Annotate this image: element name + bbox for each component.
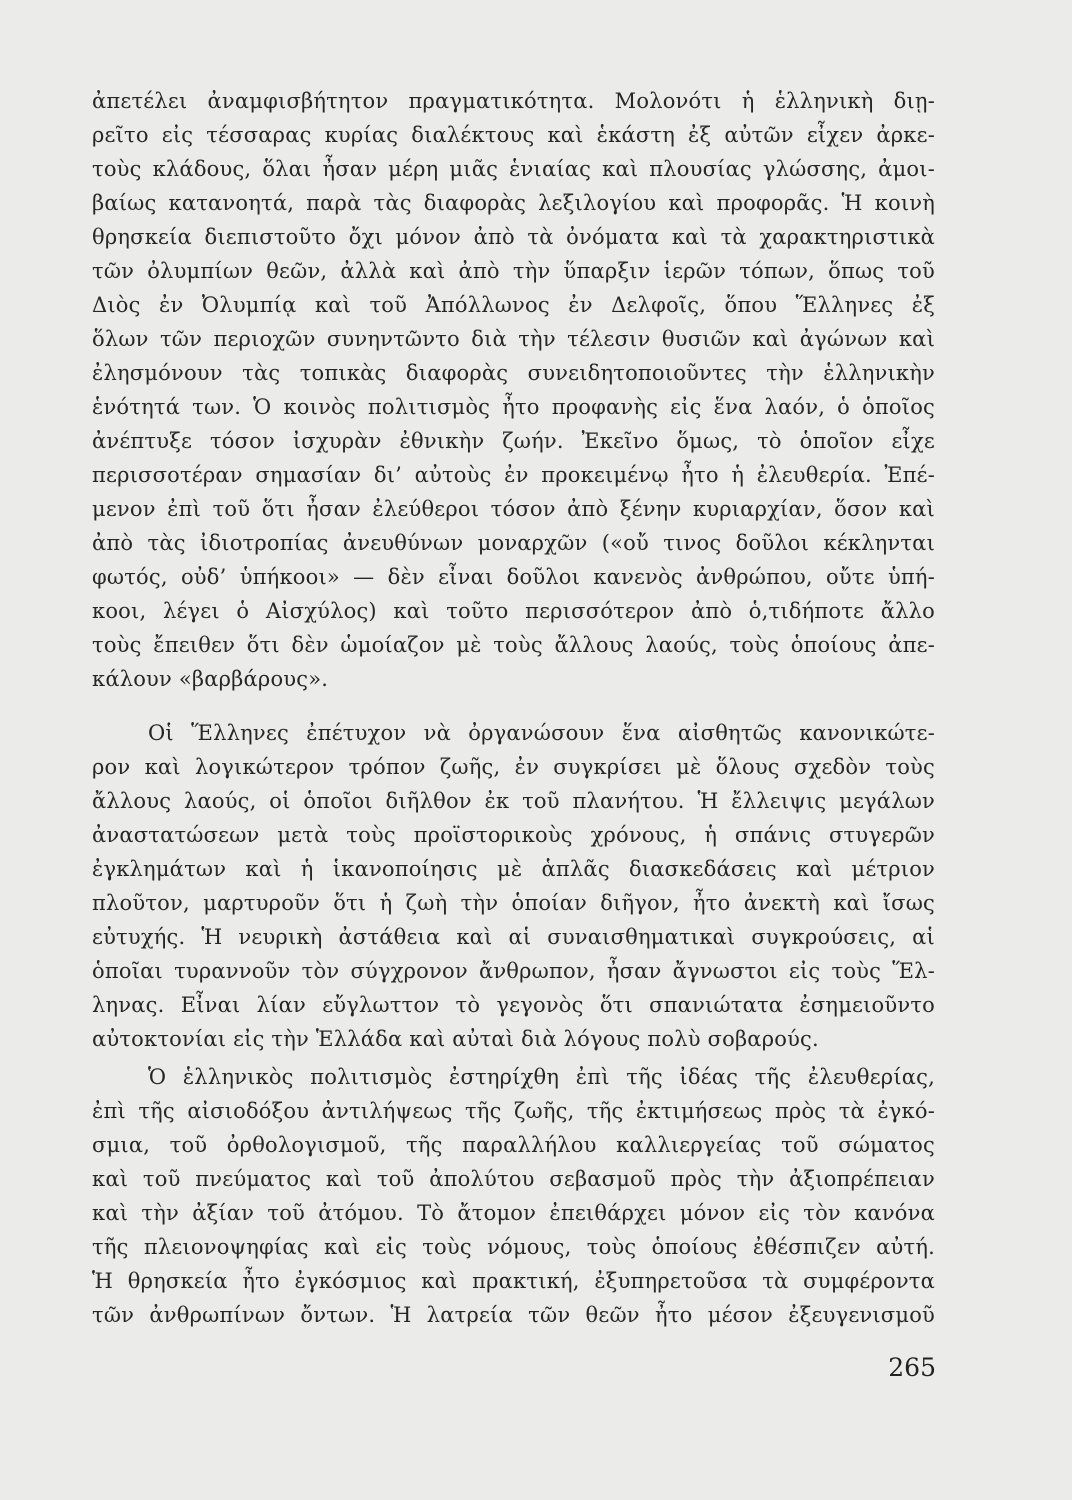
text-line: κοοι, λέγει ὁ Αἰσχύλος) καὶ τοῦτο περισσότερον ἀπὸ ὁ,τιδήποτε ἄλλο <box>92 599 935 623</box>
paragraph-first-line: Οἱ Ἕλληνες ἐπέτυχον νὰ ὀργανώσουν ἕνα αἰσθητῶς κανονικώτε- <box>148 721 935 745</box>
page-number: 265 <box>888 1353 936 1382</box>
text-line: ἀπετέλει ἀναμφισβήτητον πραγματικότητα. Μολονότι ἡ ἑλληνικὴ διῃ- <box>92 89 935 113</box>
text-line: κάλουν «βαρβάρους». <box>92 667 329 691</box>
text-line: βαίως κατανοητά, παρὰ τὰς διαφορὰς λεξιλογίου καὶ προφορᾶς. Ἡ κοινὴ <box>92 191 935 215</box>
text-line: ἄλλους λαούς, οἱ ὁποῖοι διῆλθον ἐκ τοῦ πλανήτου. Ἡ ἔλλειψις μεγάλων <box>92 789 935 813</box>
text-line: αὐτοκτονίαι εἰς τὴν Ἑλλάδα καὶ αὐταὶ διὰ λόγους πολὺ σοβαρούς. <box>92 1027 819 1051</box>
text-line: ἀναστατώσεων μετὰ τοὺς προϊστορικοὺς χρόνους, ἡ σπάνις στυγερῶν <box>92 823 935 847</box>
text-line: ὁποῖαι τυραννοῦν τὸν σύγχρονον ἄνθρωπον, ἦσαν ἄγνωστοι εἰς τοὺς Ἕλ- <box>92 959 935 983</box>
text-line: εὐτυχής. Ἡ νευρικὴ ἀστάθεια καὶ αἱ συναισθηματικαὶ συγκρούσεις, αἱ <box>92 925 935 949</box>
text-line: ἐπὶ τῆς αἰσιοδόξου ἀντιλήψεως τῆς ζωῆς, τῆς ἐκτιμήσεως πρὸς τὰ ἐγκό- <box>92 1099 935 1123</box>
text-line: μενον ἐπὶ τοῦ ὅτι ἦσαν ἐλεύθεροι τόσον ἀπὸ ξένην κυριαρχίαν, ὅσον καὶ <box>92 497 935 521</box>
text-line: ὅλων τῶν περιοχῶν συνηντῶντο διὰ τὴν τέλεσιν θυσιῶν καὶ ἀγώνων καὶ <box>92 327 935 351</box>
text-line: ἀπὸ τὰς ἰδιοτροπίας ἀνευθύνων μοναρχῶν («οὔ τινος δοῦλοι κέκληνται <box>92 531 935 555</box>
text-line: ἐλησμόνουν τὰς τοπικὰς διαφορὰς συνειδητοποιοῦντες τὴν ἑλληνικὴν <box>92 361 935 385</box>
text-line: σμια, τοῦ ὀρθολογισμοῦ, τῆς παραλλήλου καλλιεργείας τοῦ σώματος <box>92 1133 935 1157</box>
text-line: ἀνέπτυξε τόσον ἰσχυρὰν ἐθνικὴν ζωήν. Ἐκεῖνο ὅμως, τὸ ὁποῖον εἶχε <box>92 429 935 453</box>
text-line: τῆς πλειονοψηφίας καὶ εἰς τοὺς νόμους, τοὺς ὁποίους ἐθέσπιζεν αὐτή. <box>92 1235 935 1259</box>
text-line: θρησκεία διεπιστοῦτο ὄχι μόνον ἀπὸ τὰ ὀνόματα καὶ τὰ χαρακτηριστικὰ <box>92 225 935 249</box>
text-line: τοὺς ἔπειθεν ὅτι δὲν ὡμοίαζον μὲ τοὺς ἄλλους λαούς, τοὺς ὁποίους ἀπε- <box>92 633 935 657</box>
text-line: ἐγκλημάτων καὶ ἡ ἱκανοποίησις μὲ ἁπλᾶς διασκεδάσεις καὶ μέτριον <box>92 857 935 881</box>
text-line: ἑνότητά των. Ὁ κοινὸς πολιτισμὸς ἦτο προφανὴς εἰς ἕνα λαόν, ὁ ὁποῖος <box>92 395 935 419</box>
text-line: καὶ τὴν ἀξίαν τοῦ ἀτόμου. Τὸ ἄτομον ἐπειθάρχει μόνον εἰς τὸν κανόνα <box>92 1201 935 1225</box>
text-line: ρον καὶ λογικώτερον τρόπον ζωῆς, ἐν συγκρίσει μὲ ὅλους σχεδὸν τοὺς <box>92 755 935 779</box>
text-line: ρεῖτο εἰς τέσσαρας κυρίας διαλέκτους καὶ ἑκάστη ἐξ αὐτῶν εἶχεν ἀρκε- <box>92 123 935 147</box>
text-line: Ἡ θρησκεία ἦτο ἐγκόσμιος καὶ πρακτική, ἐξυπηρετοῦσα τὰ συμφέροντα <box>92 1269 935 1293</box>
text-line: καὶ τοῦ πνεύματος καὶ τοῦ ἀπολύτου σεβασμοῦ πρὸς τὴν ἀξιοπρέπειαν <box>92 1167 935 1191</box>
paragraph-first-line: Ὁ ἑλληνικὸς πολιτισμὸς ἐστηρίχθη ἐπὶ τῆς ἰδέας τῆς ἐλευθερίας, <box>148 1065 935 1089</box>
text-line: Διὸς ἐν Ὀλυμπίᾳ καὶ τοῦ Ἀπόλλωνος ἐν Δελφοῖς, ὅπου Ἕλληνες ἐξ <box>92 293 935 317</box>
text-line: περισσοτέραν σημασίαν δι’ αὐτοὺς ἐν προκειμένῳ ἦτο ἡ ἐλευθερία. Ἐπέ- <box>92 463 935 487</box>
text-line: τοὺς κλάδους, ὅλαι ἦσαν μέρη μιᾶς ἑνιαίας καὶ πλουσίας γλώσσης, ἀμοι- <box>92 157 935 181</box>
text-line: πλοῦτον, μαρτυροῦν ὅτι ἡ ζωὴ τὴν ὁποίαν διῆγον, ἦτο ἀνεκτὴ καὶ ἴσως <box>92 891 935 915</box>
text-line: τῶν ὀλυμπίων θεῶν, ἀλλὰ καὶ ἀπὸ τὴν ὕπαρξιν ἱερῶν τόπων, ὅπως τοῦ <box>92 259 935 283</box>
text-line: τῶν ἀνθρωπίνων ὄντων. Ἡ λατρεία τῶν θεῶν ἦτο μέσον ἐξευγενισμοῦ <box>92 1303 935 1327</box>
text-line: ληνας. Εἶναι λίαν εὔγλωττον τὸ γεγονὸς ὅτι σπανιώτατα ἐσημειοῦντο <box>92 993 935 1017</box>
text-line: φωτός, οὐδ’ ὑπήκοοι» — δὲν εἶναι δοῦλοι κανενὸς ἀνθρώπου, οὔτε ὑπή- <box>92 565 935 589</box>
